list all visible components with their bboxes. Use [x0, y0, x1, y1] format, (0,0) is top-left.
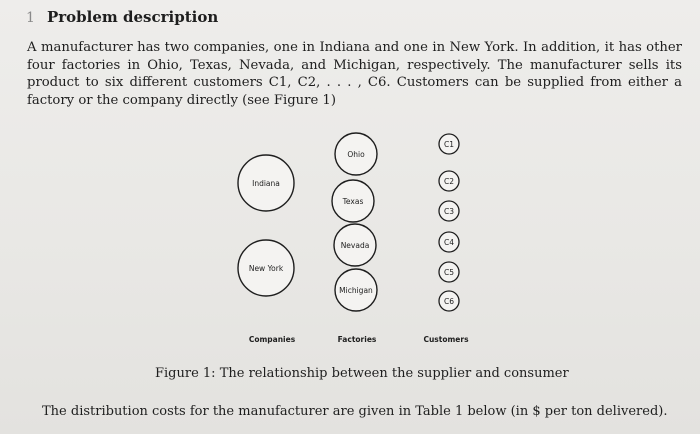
figure-caption: Figure 1: The relationship between the supplier and consumer: [155, 366, 569, 381]
customer-node-c5: [439, 262, 459, 282]
customer-node-c6: [439, 291, 459, 311]
customer-node-c2: [439, 171, 459, 191]
footer-text: The distribution costs for the manufacturer are given in Table 1 below (in $ per ton delivered).: [42, 404, 668, 419]
customer-label-c3: C3: [443, 207, 455, 216]
column-label-factories: Factories: [337, 335, 377, 344]
column-label-customers: Customers: [423, 335, 469, 344]
factory-node-ohio: [335, 133, 377, 175]
customer-label-c2: C2: [443, 177, 455, 186]
company-node-new-york: [238, 240, 294, 296]
customer-node-c3: [439, 201, 459, 221]
customer-node-c4: [439, 232, 459, 252]
factory-node-texas: [332, 180, 374, 222]
section-title: Problem description: [47, 8, 219, 26]
customer-node-c1: [439, 134, 459, 154]
customer-label-c1: C1: [443, 140, 455, 149]
factory-label-michigan: Michigan: [339, 286, 373, 295]
customer-label-c4: C4: [443, 238, 455, 247]
factory-label-ohio: Ohio: [347, 150, 365, 159]
customer-label-c5: C5: [443, 268, 455, 277]
column-label-companies: Companies: [248, 335, 296, 344]
factory-node-nevada: [334, 224, 376, 266]
factory-node-michigan: [335, 269, 377, 311]
factory-label-nevada: Nevada: [340, 241, 370, 250]
problem-paragraph: A manufacturer has two companies, one in Indiana and one in New York. In addition, it has other four factories in Ohio, Texas, Nevada, and Michigan, respectively. The manufacturer sells its product to six different customers C1, C2, . . . , C6. Customers can be supplied from either a factory or the company directly (see Figure 1): [27, 40, 682, 108]
customer-label-c6: C6: [443, 297, 455, 306]
company-label-new-york: New York: [248, 264, 284, 273]
section-number: 1: [26, 10, 35, 26]
factory-label-texas: Texas: [342, 197, 364, 206]
company-node-indiana: [238, 155, 294, 211]
company-label-indiana: Indiana: [252, 179, 280, 188]
